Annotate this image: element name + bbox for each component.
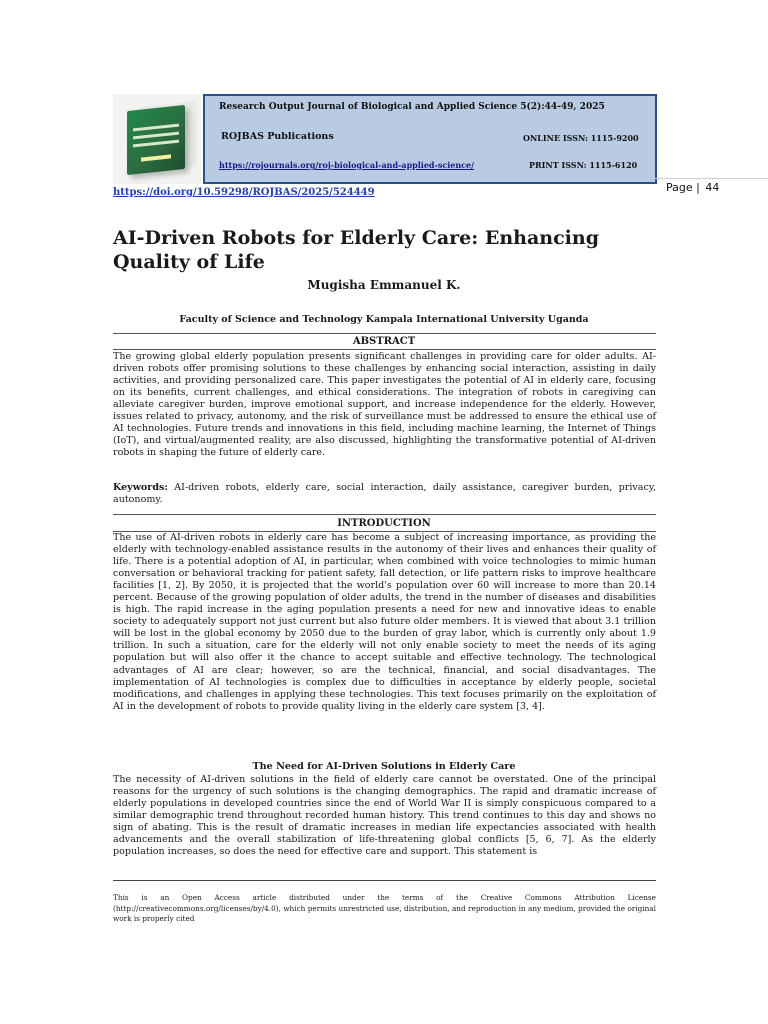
abstract-top-rule	[113, 333, 656, 334]
license-footer: This is an Open Access article distributed under the terms of the Creative Commons Attribution License (http://creativecommons.org/licenses/by/4.0), which permits unrestricted use, distribution, and reproduction in any medium, provided the original work is properly cited	[113, 893, 656, 923]
page-label: Page |	[666, 181, 700, 194]
author-affiliation: Faculty of Science and Technology Kampala International University Uganda	[179, 314, 589, 325]
publisher-name: ROJBAS Publications	[221, 131, 334, 142]
cover-book-icon	[127, 105, 185, 175]
keywords-paragraph	[113, 482, 656, 506]
footer-rule	[113, 880, 656, 881]
need-section-heading: The Need for AI-Driven Solutions in Elderly Care	[252, 761, 516, 772]
page-number	[666, 181, 721, 194]
introduction-top-rule	[113, 514, 656, 515]
abstract-heading: ABSTRACT	[352, 336, 416, 347]
page-number-value: 44	[705, 181, 720, 194]
abstract-heading-rule	[113, 349, 656, 350]
need-section-text: The necessity of AI-driven solutions in the field of elderly care cannot be overstated. One of the principal reasons for the urgency of such solutions is the changing demographics. The rapid and dramatic increase of elderly populations in developed countries since the end of World War II is simply conspicuous compared to a similar demographic trend throughout recorded human history. This trend continues to this day and shows no sign of abating. This is the result of dramatic increases in median life expectancies associated with health advancements and the overall stabilization of life-threatening global conflicts [5, 6, 7]. As the elderly population increases, so does the need for effective care and support. This statement is	[113, 774, 656, 858]
abstract-text: The growing global elderly population presents significant challenges in providing care for older adults. AI-driven robots offer promising solutions to these challenges by enhancing social interaction, assisting in daily activities, and providing personalized care. This paper investigates the potential of AI in elderly care, focusing on its benefits, current challenges, and ethical considerations. The integration of robots in caregiving can alleviate caregiver burden, improve emotional support, and increase independence for the elderly. However, issues related to privacy, autonomy, and the risk of surveillance must be addressed to ensure the ethical use of AI technologies. Future trends and innovations in this field, including machine learning, the Internet of Things (IoT), and virtual/augmented reality, are also discussed, highlighting the transformative potential of AI-driven robots in shaping the future of elderly care.	[113, 351, 656, 459]
journal-header	[113, 94, 657, 184]
journal-citation: Research Output Journal of Biological and Applied Science 5(2):44-49, 2025	[219, 102, 605, 112]
keywords-text: AI-driven robots, elderly care, social interaction, daily assistance, caregiver burden, privacy, autonomy.	[113, 482, 656, 506]
journal-cover-image	[113, 94, 201, 184]
paper-title: AI-Driven Robots for Elderly Care: Enhancing Quality of Life	[113, 227, 599, 273]
introduction-heading: INTRODUCTION	[337, 518, 431, 529]
print-issn: PRINT ISSN: 1115-6120	[529, 160, 638, 170]
page-number-rule	[655, 178, 768, 179]
doi-link[interactable]: https://doi.org/10.59298/ROJBAS/2025/524449	[113, 187, 375, 198]
online-issn: ONLINE ISSN: 1115-9200	[523, 133, 639, 143]
journal-info-box	[203, 94, 657, 184]
journal-url-link[interactable]: https://rojournals.org/roj-biological-and-applied-science/	[219, 160, 475, 170]
author-name: Mugisha Emmanuel K.	[307, 278, 461, 292]
keywords-label: Keywords:	[113, 482, 168, 493]
introduction-text: The use of AI-driven robots in elderly care has become a subject of increasing importance, as providing the elderly with technology-enabled assistance results in the autonomy of their lives and enhances their quality of life. There is a potential adoption of AI, in particular, when combined with voice technologies to mimic human conversation or behavioral tracking for patient safety, fall detection, or life pattern risks to improve healthcare facilities [1, 2]. By 2050, it is projected that the world's population over 60 will increase to more than 20.14 percent. Because of the growing population of older adults, the trend in the number of diseases and disabilities is high. The rapid increase in the aging population presents a need for new and innovative ideas to enable society to adequately support not just current but also future older members. It is viewed that about 3.1 trillion will be lost in the global economy by 2050 due to the burden of gray labor, which is currently only about 1.9 trillion. In such a situation, care for the elderly will not only enable society to meet the needs of its aging population but will also offer it the chance to accept suitable and effective technology. The technological advantages of AI are clear; however, so are the technical, financial, and social disadvantages. The implementation of AI technologies is complex due to difficulties in acceptance by elderly people, societal modifications, and challenges in applying these technologies. This text focuses primarily on the exploitation of AI in the development of robots to provide quality living in the elderly care system [3, 4].	[113, 532, 656, 712]
